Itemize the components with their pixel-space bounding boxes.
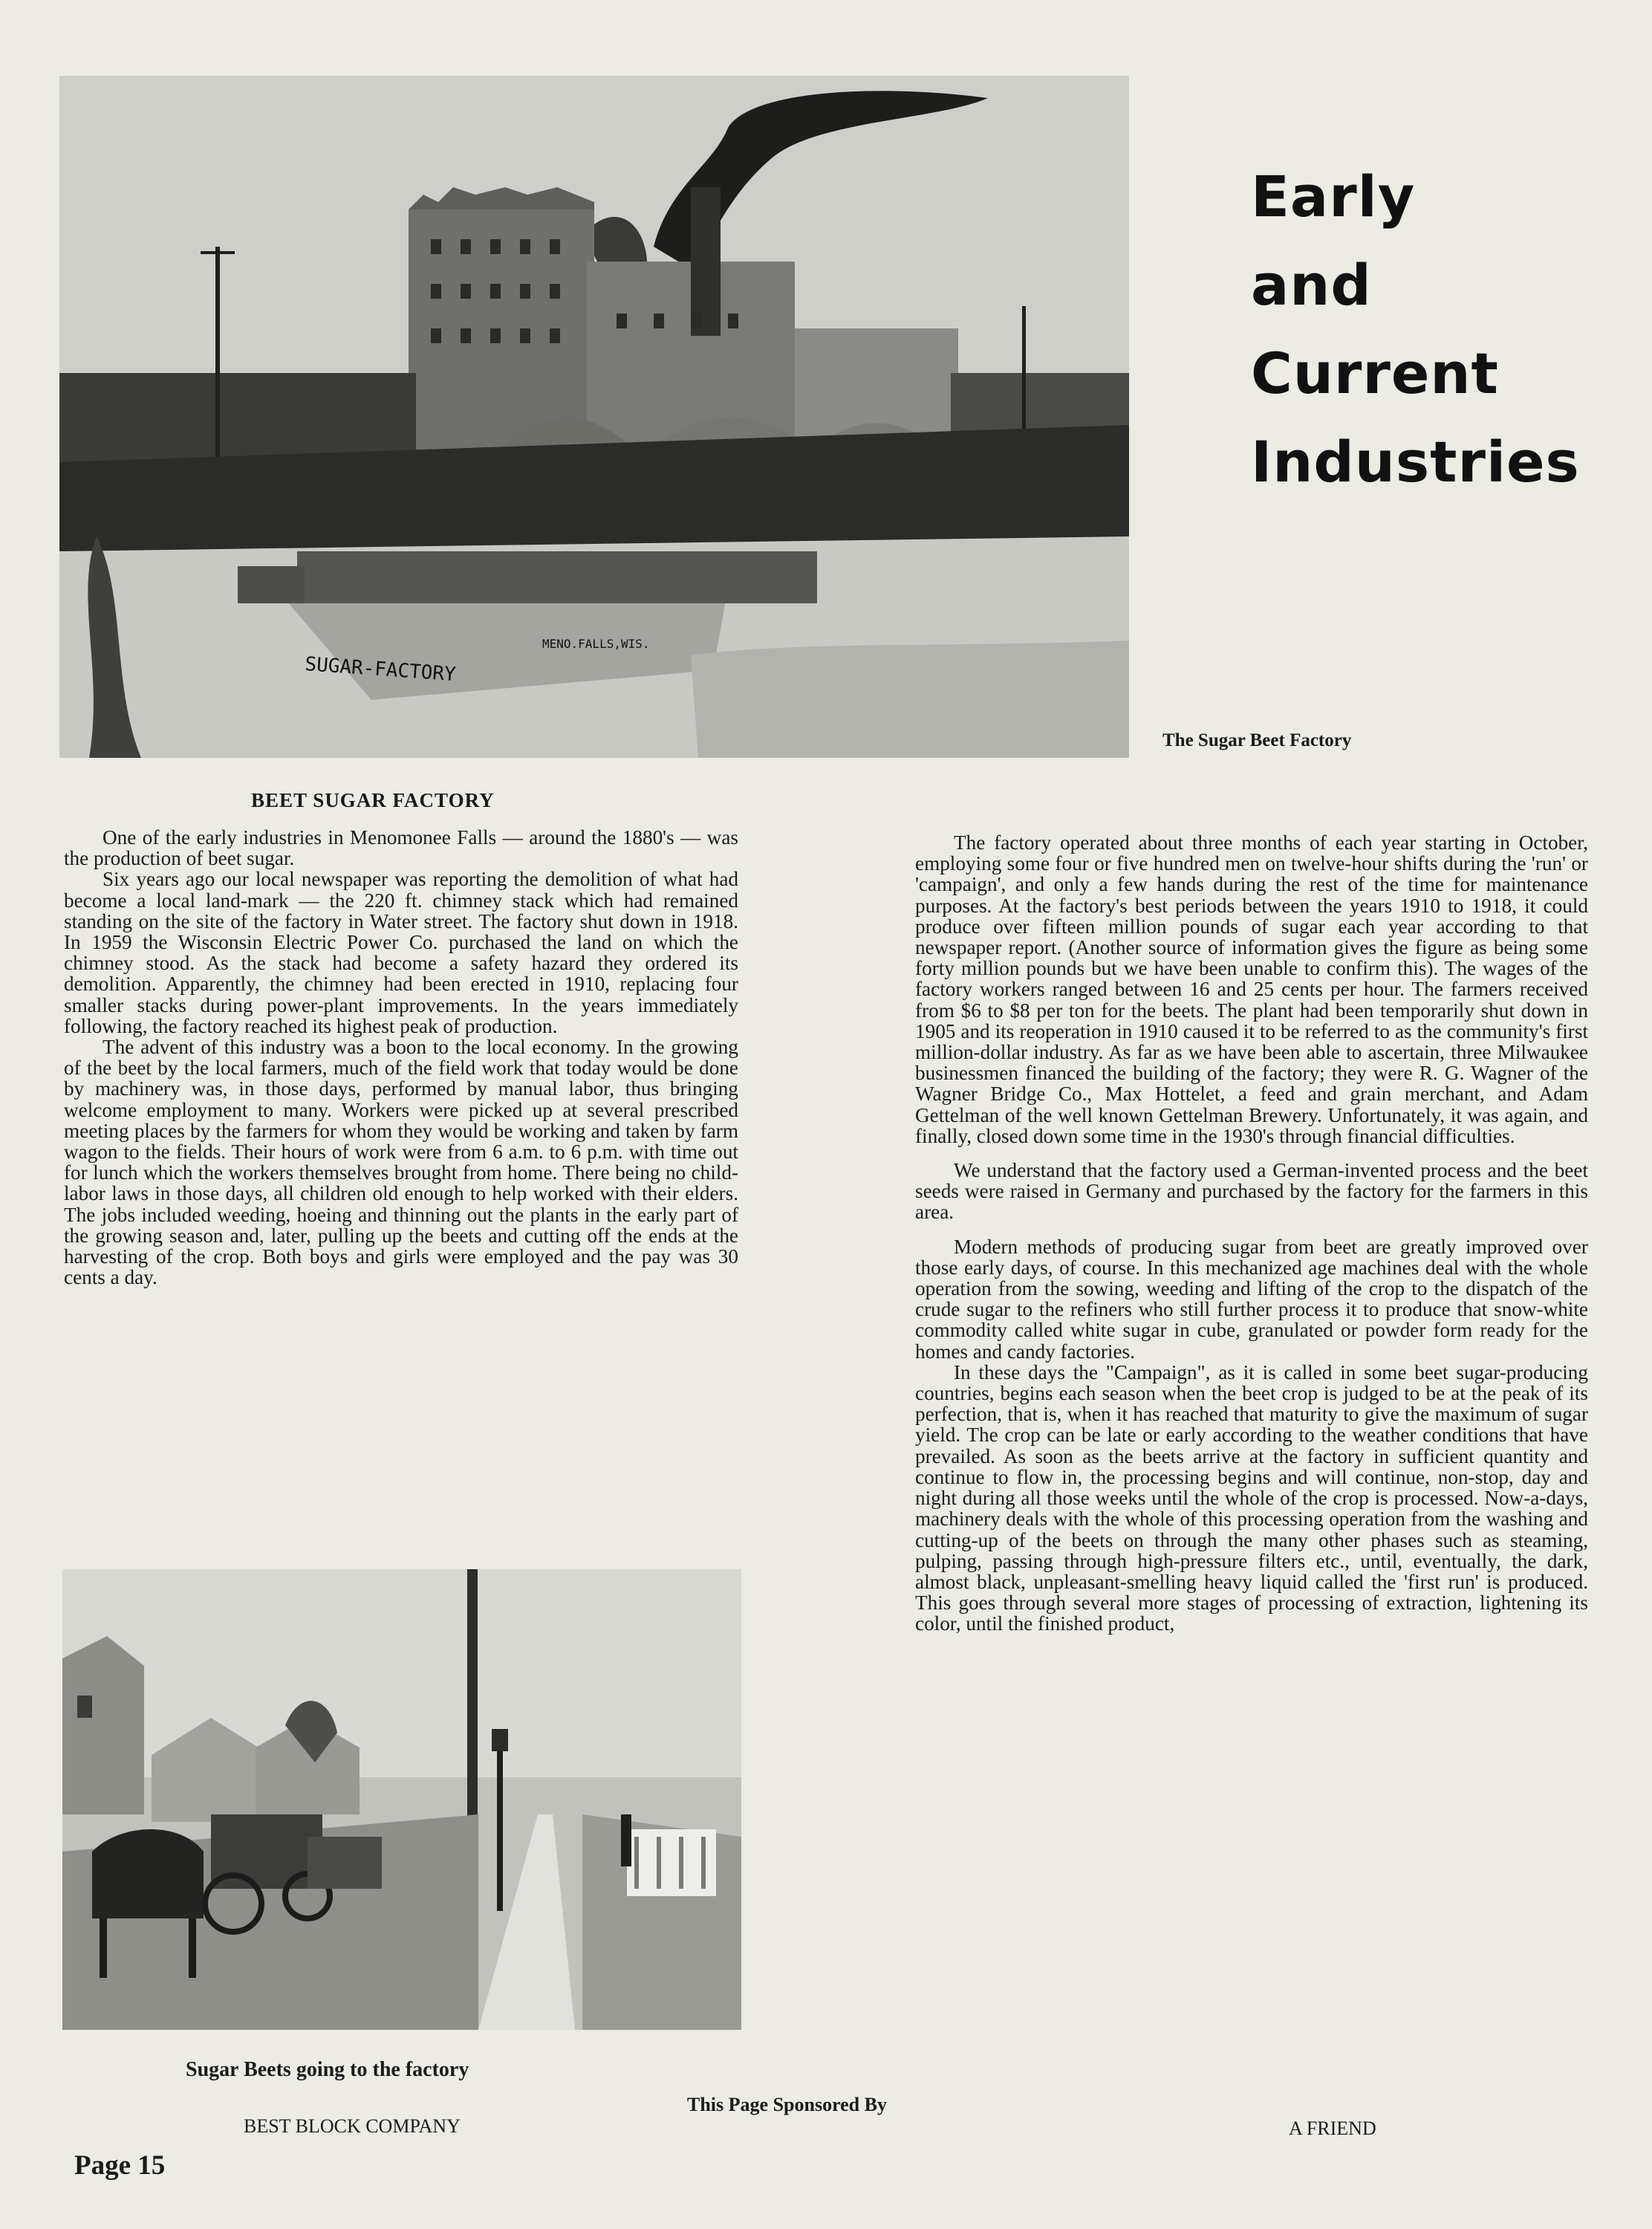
paragraph: The advent of this industry was a boon to the local economy. In the growing of the beet by the local farmers, much of the field work that today would be done by machinery was, in those days, performed by manual labor, thus bringing welcome employment to many. Workers were picked up at several prescribed meeting places by the farmers for whom they would be working and taken by farm wagon to the fields. Their hours of work were from 6 a.m. to 6 p.m. with time out for lunch which the workers themselves brought from home. There being no child-labor laws in those days, all children old enough to help worked with their elders. The jobs included weeding, hoeing and thinning out the plants in the early part of the growing season and, later, pulling up the beets and cutting off the ends at the harvesting of the crop. Both boys and girls were employed and the pay was 30 cents a day. (64, 1036, 738, 1289)
right-column (915, 832, 1588, 1635)
sponsored-by: This Page Sponsored By (687, 2094, 887, 2115)
paragraph: One of the early industries in Menomonee Falls — around the 1880's — was the production of beet sugar. (64, 826, 738, 870)
paragraph: The factory operated about three months of each year starting in October, employing some four or five hundred men on twelve-hour shifts during the 'run' or 'campaign', and only a few hands during the rest of the time for maintenance purposes. At the factory's best periods between the years 1910 to 1918, it could produce over fifteen million pounds of sugar each year according to that newspaper report. (Another source of information gives the figure as being some forty million pounds but we have been unable to confirm this). The wages of the factory workers ranged between 16 and 25 cents per hour. The farmers received from $6 to $8 per ton for the beets. The plant had been temporarily shut down in 1905 and its reoperation in 1910 caused it to be referred to as the community's first million-dollar industry. As far as we have been able to ascertain, three Milwaukee businessmen financed the building of the factory; they were R. G. Wagner of the Wagner Bridge Co., Max Hottelet, a feed and grain merchant, and Adam Gettelman of the well known Gettelman Brewery. Unfortunately, it was again, and finally, closed down some time in the 1930's through financial difficulties. (915, 831, 1588, 1147)
top-photo-caption: The Sugar Beet Factory (1162, 730, 1352, 750)
photo-handwriting-2: MENO.FALLS,WIS. (542, 637, 650, 651)
page-number: Page 15 (74, 2150, 166, 2181)
title-line-1: Early (1251, 163, 1416, 230)
photo-handwriting: SUGAR-FACTORY (304, 653, 457, 687)
sugar-factory-photo (59, 76, 1129, 758)
article-heading: BEET SUGAR FACTORY (251, 789, 495, 811)
paragraph: In these days the "Campaign", as it is called in some beet sugar-producing countries, begins each season when the beet crop is judged to be at the peak of its perfection, that is, when it has reached that maturity to give the maximum of sugar yield. The crop can be late or early according to the weather conditions that have prevailed. As soon as the beets arrive at the factory in sufficient quantity and continue to flow in, the processing begins and will continue, non-stop, day and night during all those weeks until the whole of the crop is processed. Now-a-days, machinery deals with the whole of this processing operation from the washing and cutting-up of the beets on through the many other phases such as steaming, pulping, passing through high-pressure filters etc., until, eventually, the dark, almost black, unpleasant-smelling heavy liquid called the 'first run' is produced. This goes through several more stages of processing of extraction, lightening its color, until the finished product, (915, 1360, 1588, 1635)
title-line-2: and (1251, 252, 1372, 318)
paragraph: Six years ago our local newspaper was reporting the demolition of what had become a local land-mark — the 220 ft. chimney stack which had remained standing on the site of the factory in Water street. The factory shut down in 1918. In 1959 the Wisconsin Electric Power Co. purchased the land on which the chimney stood. As the stack had become a safety hazard they ordered its demolition. Apparently, the chimney had been erected in 1910, replacing four smaller stacks during power-plant improvements. In the years immediately following, the factory reached its highest peak of production. (64, 868, 738, 1037)
beets-wagon-photo (62, 1569, 741, 2030)
sponsor-right: A FRIEND (1289, 2118, 1376, 2139)
paragraph: We understand that the factory used a German-invented process and the beet seeds were raised in Germany and purchased by the factory for the farmers in this area. (915, 1159, 1588, 1224)
page-title (1251, 152, 1580, 506)
paragraph: Modern methods of producing sugar from beet are greatly improved over those early days, of course. In this mechanized age machines deal with the whole operation from the sowing, weeding and lifting of the crop to the dispatch of the crude sugar to the refiners who still further process it to produce that snow-white commodity called white sugar in cube, granulated or powder form ready for the homes and candy factories. (915, 1235, 1588, 1363)
title-line-3: Current (1251, 340, 1499, 406)
bottom-photo-caption: Sugar Beets going to the factory (186, 2058, 469, 2081)
sponsor-left: BEST BLOCK COMPANY (244, 2115, 461, 2137)
left-column (64, 827, 738, 1288)
title-line-4: Industries (1251, 429, 1580, 495)
